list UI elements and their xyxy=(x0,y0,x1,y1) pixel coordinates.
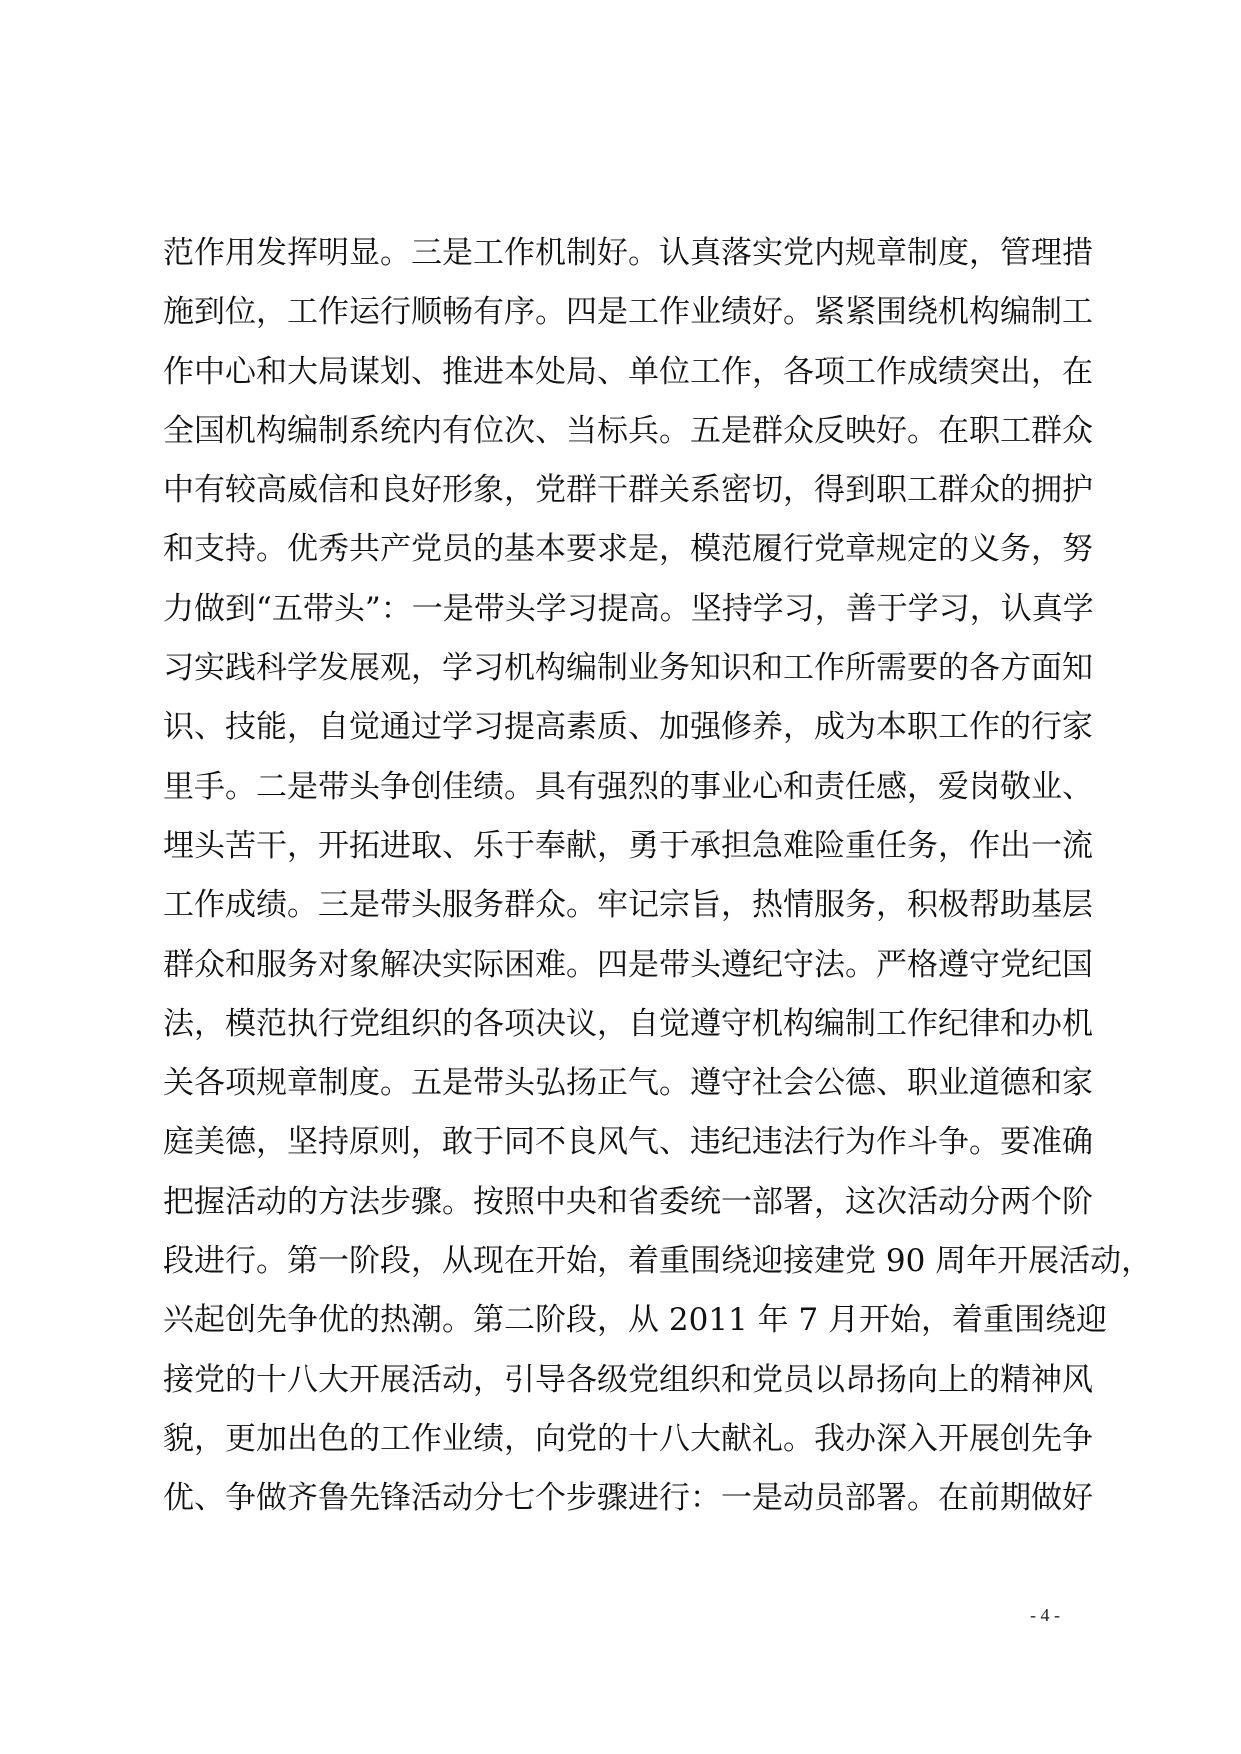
text-line: 和支持。优秀共产党员的基本要求是，模范履行党章规定的义务，努 xyxy=(163,531,1093,568)
text-line: 识、技能，自觉通过学习提高素质、加强修养，成为本职工作的行家 xyxy=(163,709,1093,746)
text-line: 作中心和大局谋划、推进本处局、单位工作，各项工作成绩突出，在 xyxy=(163,353,1093,390)
text-line: 施到位，工作运行顺畅有序。四是工作业绩好。紧紧围绕机构编制工 xyxy=(163,294,1093,331)
text-line: 优、争做齐鲁先锋活动分七个步骤进行：一是动员部署。在前期做好 xyxy=(163,1480,1093,1517)
text-line: 群众和服务对象解决实际困难。四是带头遵纪守法。严格遵守党纪国 xyxy=(163,946,1093,983)
body-text xyxy=(163,224,1153,1529)
text-line: 兴起创先争优的热潮。第二阶段，从 2011 年 7 月开始，着重围绕迎 xyxy=(163,1302,1108,1339)
text-line: 法，模范执行党组织的各项决议，自觉遵守机构编制工作纪律和办机 xyxy=(163,1005,1093,1042)
text-line: 全国机构编制系统内有位次、当标兵。五是群众反映好。在职工群众 xyxy=(163,412,1093,449)
text-line: 工作成绩。三是带头服务群众。牢记宗旨，热情服务，积极帮助基层 xyxy=(163,887,1093,924)
text-line: 貌，更加出色的工作业绩，向党的十八大献礼。我办深入开展创先争 xyxy=(163,1420,1093,1457)
text-line: 段进行。第一阶段，从现在开始，着重围绕迎接建党 90 周年开展活动， xyxy=(163,1243,1153,1280)
text-line: 习实践科学发展观，学习机构编制业务知识和工作所需要的各方面知 xyxy=(163,650,1093,687)
text-line: 埋头苦干，开拓进取、乐于奉献，勇于承担急难险重任务，作出一流 xyxy=(163,827,1093,864)
text-line: 关各项规章制度。五是带头弘扬正气。遵守社会公德、职业道德和家 xyxy=(163,1065,1093,1102)
text-line: 把握活动的方法步骤。按照中央和省委统一部署，这次活动分两个阶 xyxy=(163,1183,1093,1220)
text-line: 里手。二是带头争创佳绩。具有强烈的事业心和责任感，爱岗敬业、 xyxy=(163,768,1093,805)
page-number: - 4 - xyxy=(1030,1605,1060,1625)
text-line: 庭美德，坚持原则，敢于同不良风气、违纪违法行为作斗争。要准确 xyxy=(163,1124,1093,1161)
text-line: 力做到“五带头”：一是带头学习提高。坚持学习，善于学习，认真学 xyxy=(163,590,1094,627)
text-line: 范作用发挥明显。三是工作机制好。认真落实党内规章制度，管理措 xyxy=(163,235,1093,271)
text-line: 中有较高威信和良好形象，党群干群关系密切，得到职工群众的拥护 xyxy=(163,472,1093,509)
text-line: 接党的十八大开展活动，引导各级党组织和党员以昂扬向上的精神风 xyxy=(163,1361,1093,1398)
